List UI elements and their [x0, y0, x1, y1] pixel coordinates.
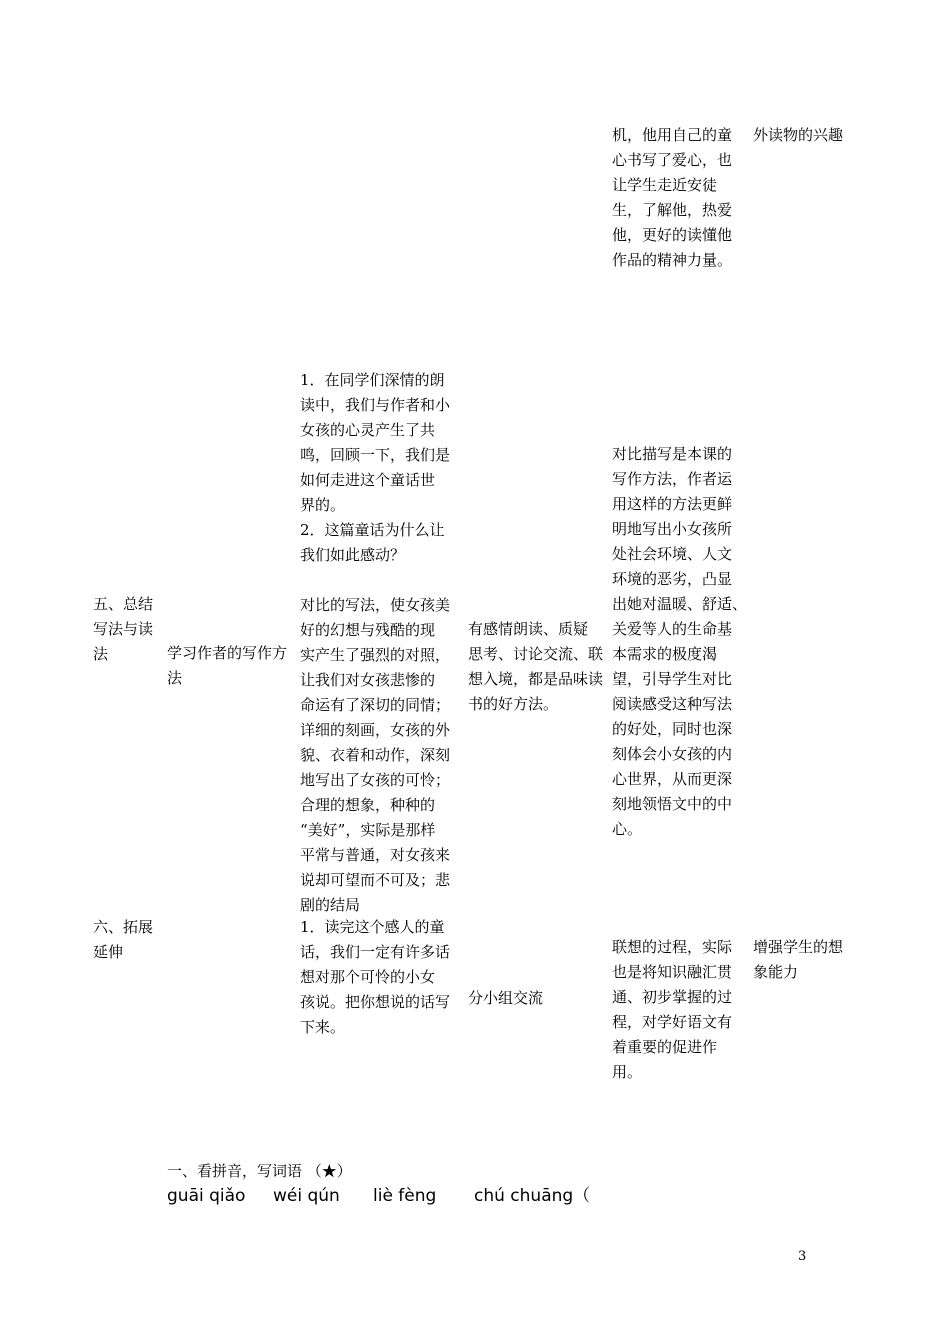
top-goal-text: 外读物的兴趣: [753, 126, 844, 144]
summary-stage: 五、总结 写法与读 法: [93, 595, 154, 663]
page-number: 3: [798, 1249, 807, 1264]
summary-target: 学习作者的写作方 法: [167, 644, 288, 687]
extension-teacher-activity: 1．读完这个感人的童 话，我们一定有许多话 想对那个可怜的小女 孩说。把你想说的话写 下来。: [300, 918, 451, 1036]
extension-goal: 增强学生的想 象能力: [753, 938, 844, 981]
extension-stage: 六、拓展 延伸: [93, 918, 154, 961]
pinyin-item: chú chuāng（: [474, 1186, 591, 1206]
extension-design-intent: 联想的过程，实际 也是将知识融汇贯 通、初步掌握的过 程，对学好语文有 着重要的促进作 用。: [612, 938, 733, 1081]
summary-teacher-activity: 1．在同学们深情的朗 读中，我们与作者和小 女孩的心灵产生了共 鸣，回顾一下，我们是 如何走进这个童话世 界的。 2．这篇童话为什么让 我们如此感动？ 对比的写法，使女孩美 好的幻想与残酷的现 实产生了强烈的对照， 让我们对女孩悲惨的 命运有了深切的同情； 详细的刻画，女孩的外 貌、衣着和动作，深刻 地写出了女孩的可怜； 合理的想象，种种的 “美好”，实际是那样 平常与普通，对女孩来 说却可望而不可及；悲 剧的结局: [300, 371, 451, 914]
extension-student-activity: 分小组交流: [468, 989, 544, 1007]
pinyin-item: liè fèng: [373, 1186, 437, 1206]
exercise-heading: 一、看拼音，写词语 （★）: [167, 1162, 352, 1180]
summary-student-activity: 有感情朗读、质疑 思考、讨论交流、联 想入境，都是品味读 书的好方法。: [468, 620, 604, 713]
top-design-text: 机，他用自己的童 心书写了爱心，也 让学生走近安徒 生，了解他，热爱 他，更好的读懂他 作品的精神力量。: [612, 126, 733, 269]
pinyin-item: wéi qún: [273, 1186, 340, 1206]
pinyin-item: guāi qiǎo: [167, 1186, 246, 1206]
summary-design-intent: 对比描写是本课的 写作方法，作者运 用这样的方法更鲜 明地写出小女孩所 处社会环境、人文 环境的恶劣，凸显 出她对温暖、舒适、 关爱等人的生命基 本需求的极度渴 望，引导学生对比 阅读感受这种写法 的好处，同时也深 刻体会小女孩的内 心世界，从而更深 刻地领悟文中的中 心。: [612, 445, 748, 838]
